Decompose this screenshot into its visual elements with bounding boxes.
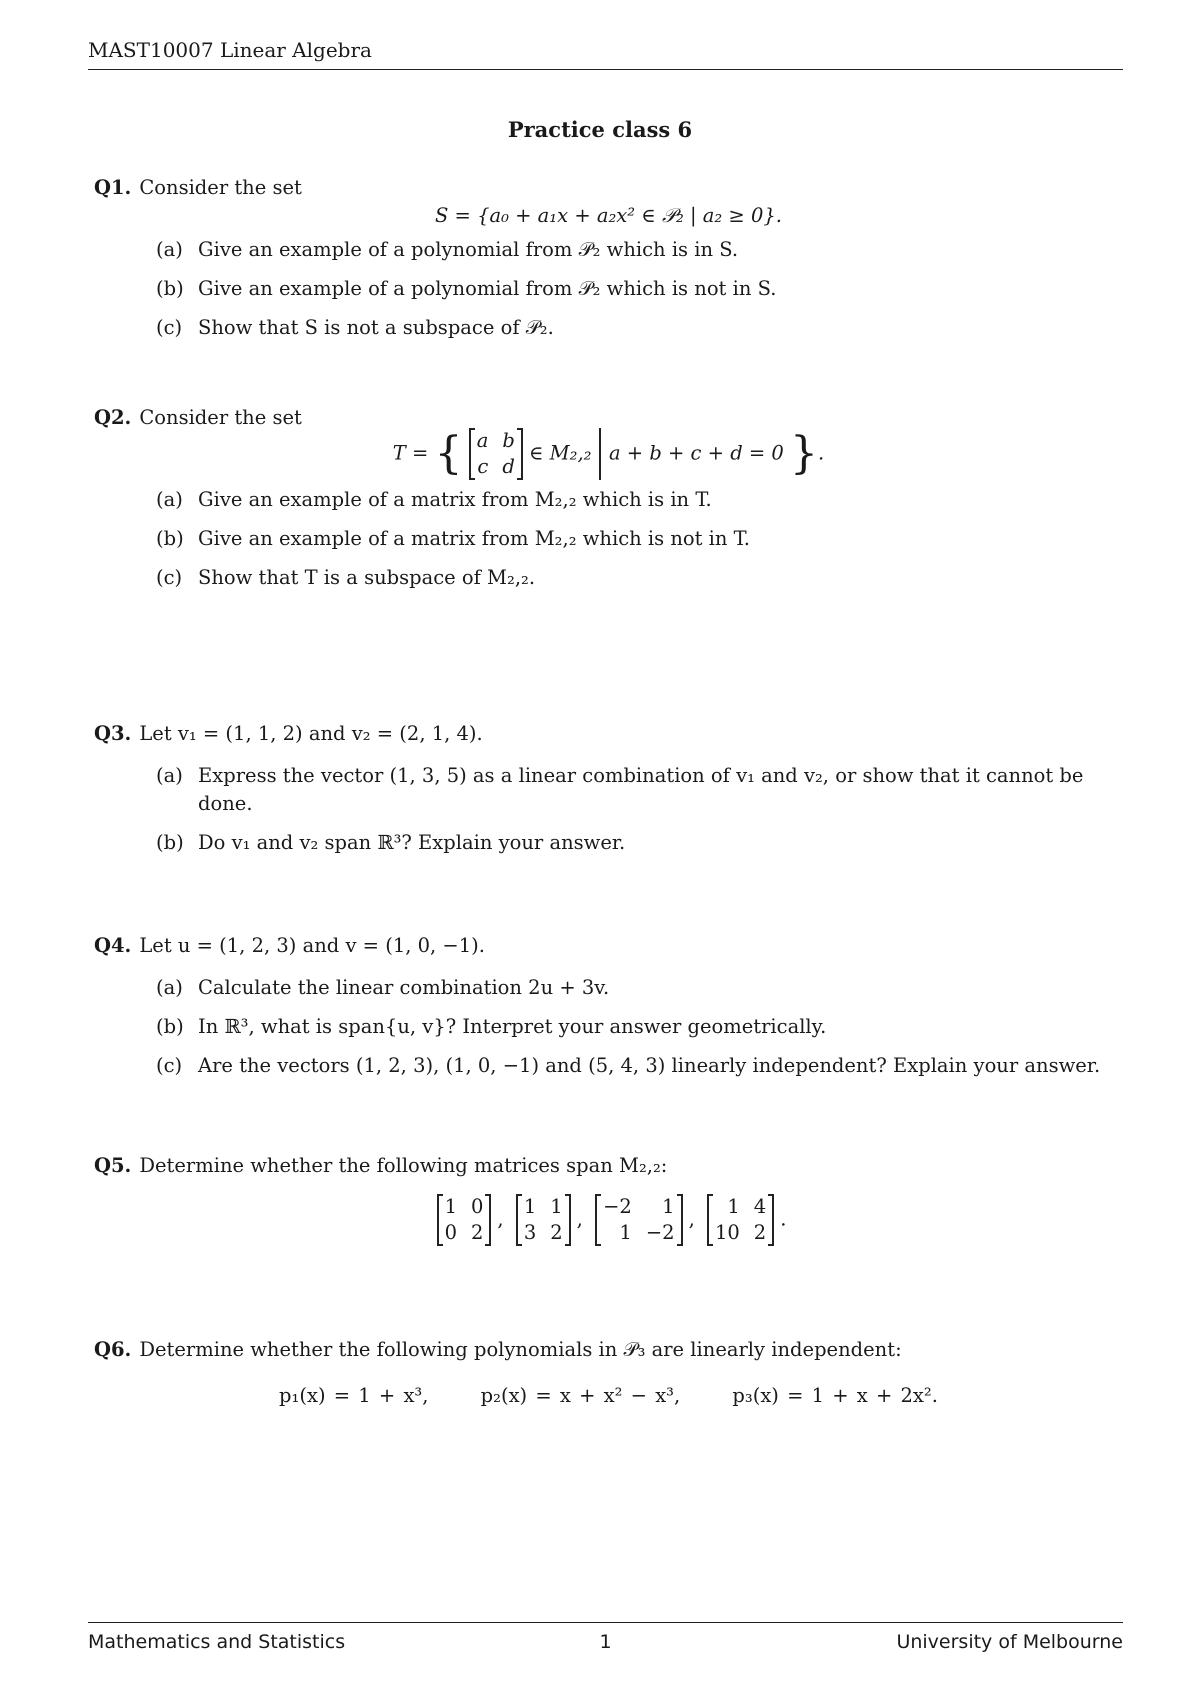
matrix-entry: 0	[444, 1221, 457, 1244]
part-list	[94, 974, 1123, 1080]
question-2	[94, 404, 1123, 603]
part-item	[156, 525, 1123, 553]
matrix-entry: 3	[523, 1221, 537, 1244]
part-text: Give an example of a matrix from M₂,₂ which is not in T.	[198, 527, 750, 550]
question-5	[94, 1152, 1123, 1246]
part-item	[156, 829, 1123, 857]
part-label: (b)	[156, 831, 184, 854]
matrix-entry: 1	[619, 1221, 632, 1244]
page-header	[88, 38, 1123, 70]
part-label: (b)	[156, 527, 184, 550]
footer-department: Mathematics and Statistics	[88, 1631, 346, 1653]
part-text: Do v₁ and v₂ span ℝ³? Explain your answer.	[198, 831, 626, 854]
question-label: Q2.	[94, 406, 132, 429]
matrix-entry: −2	[645, 1221, 675, 1244]
part-item	[156, 762, 1123, 818]
matrix-entry: 0	[470, 1195, 484, 1218]
question-label: Q4.	[94, 934, 132, 957]
part-label: (a)	[156, 238, 183, 261]
question-intro: Consider the set	[139, 406, 302, 429]
part-label: (b)	[156, 277, 184, 300]
question-4	[94, 932, 1123, 1091]
question-3	[94, 720, 1123, 868]
part-item	[156, 314, 1123, 342]
matrix-entry: 1	[523, 1195, 537, 1218]
question-intro: Let v₁ = (1, 1, 2) and v₂ = (2, 1, 4).	[139, 722, 483, 745]
part-list	[94, 762, 1123, 857]
part-label: (c)	[156, 1054, 183, 1077]
page-footer	[88, 1622, 1123, 1653]
matrix-entry: 10	[714, 1221, 740, 1244]
part-item	[156, 1052, 1123, 1080]
part-list	[94, 236, 1123, 342]
page-title: Practice class 6	[507, 117, 693, 142]
right-brace: }	[790, 428, 819, 479]
matrix	[516, 1194, 571, 1246]
left-brace: {	[434, 428, 463, 479]
question-intro: Let u = (1, 2, 3) and v = (1, 0, −1).	[139, 934, 485, 957]
set-definition: T = { a b c d ∈ M₂,₂ a + b + c + d = 0 }.	[392, 428, 825, 479]
question-intro: Determine whether the following polynomials in 𝒫₃ are linearly independent:	[139, 1338, 902, 1361]
page-number: 1	[599, 1631, 612, 1653]
part-label: (a)	[156, 488, 183, 511]
matrix-entry: 1	[444, 1195, 457, 1218]
part-text: Give an example of a polynomial from 𝒫₂ which is in S.	[198, 238, 739, 261]
part-item	[156, 1013, 1123, 1041]
part-label: (b)	[156, 1015, 184, 1038]
question-intro: Consider the set	[139, 176, 302, 199]
set-condition: a + b + c + d = 0	[608, 441, 784, 465]
polynomial-list	[94, 1382, 1123, 1410]
footer-university: University of Melbourne	[896, 1631, 1123, 1653]
set-prefix: T =	[392, 441, 429, 465]
set-bar	[599, 428, 601, 480]
part-list	[94, 486, 1123, 592]
polynomial: p₃(x) = 1 + x + 2x².	[732, 1384, 938, 1407]
matrix-entry: 1	[727, 1195, 740, 1218]
polynomial: p₁(x) = 1 + x³,	[279, 1384, 429, 1407]
matrix	[707, 1194, 774, 1246]
matrix-entry: 2	[753, 1221, 767, 1244]
part-item	[156, 275, 1123, 303]
part-text: In ℝ³, what is span{u, v}? Interpret your answer geometrically.	[198, 1015, 827, 1038]
matrix-entry: a	[476, 429, 489, 452]
matrix-entry: 2	[470, 1221, 484, 1244]
matrix-entry: 1	[662, 1195, 675, 1218]
matrix-entry: b	[502, 429, 515, 452]
question-6	[94, 1336, 1123, 1410]
matrix-entry: c	[477, 455, 489, 478]
question-label: Q5.	[94, 1154, 132, 1177]
part-text: Give an example of a polynomial from 𝒫₂ which is not in S.	[198, 277, 777, 300]
part-item	[156, 564, 1123, 592]
part-text: Express the vector (1, 3, 5) as a linear combination of v₁ and v₂, or show that it cannot be done.	[198, 764, 1084, 815]
matrix	[595, 1194, 683, 1246]
part-text: Calculate the linear combination 2u + 3v.	[198, 976, 610, 999]
course-title: MAST10007 Linear Algebra	[88, 38, 372, 62]
part-text: Show that T is a subspace of M₂,₂.	[198, 566, 536, 589]
question-label: Q1.	[94, 176, 132, 199]
part-label: (c)	[156, 566, 183, 589]
polynomial: p₂(x) = x + x² − x³,	[480, 1384, 681, 1407]
matrix-entry: d	[502, 455, 515, 478]
matrix-entry: −2	[603, 1195, 632, 1218]
matrix	[469, 428, 523, 480]
part-text: Are the vectors (1, 2, 3), (1, 0, −1) and (5, 4, 3) linearly independent? Explain your answer.	[198, 1054, 1101, 1077]
set-member: ∈ M₂,₂	[529, 441, 592, 465]
part-item	[156, 486, 1123, 514]
part-label: (c)	[156, 316, 183, 339]
question-label: Q3.	[94, 722, 132, 745]
matrix-entry: 4	[753, 1195, 767, 1218]
matrix-entry: 2	[550, 1221, 563, 1244]
part-item	[156, 974, 1123, 1002]
part-label: (a)	[156, 764, 183, 787]
part-text: Show that S is not a subspace of 𝒫₂.	[198, 316, 554, 339]
matrix	[437, 1194, 492, 1246]
matrix-list: 1 0 0 2 , 1 1 3 2 , −2 1 1 −2 , 1 4 10 2 .	[94, 1194, 1123, 1246]
question-label: Q6.	[94, 1338, 132, 1361]
matrix-entry: 1	[550, 1195, 563, 1218]
set-definition: S = {a₀ + a₁x + a₂x² ∈ 𝒫₂ | a₂ ≥ 0}.	[435, 204, 782, 227]
part-text: Give an example of a matrix from M₂,₂ which is in T.	[198, 488, 712, 511]
question-1	[94, 174, 1123, 353]
part-label: (a)	[156, 976, 183, 999]
part-item	[156, 236, 1123, 264]
question-intro: Determine whether the following matrices span M₂,₂:	[139, 1154, 668, 1177]
